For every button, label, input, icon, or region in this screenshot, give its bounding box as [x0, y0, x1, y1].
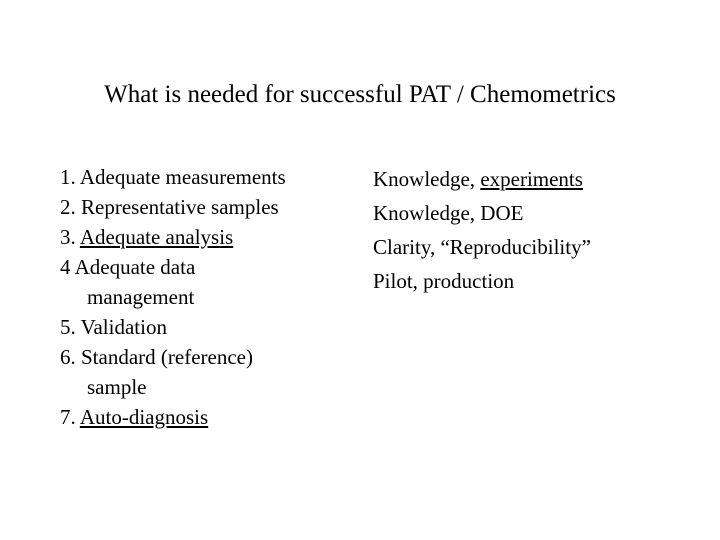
list-item: [60, 222, 360, 252]
enabler-underlined: experiments: [480, 167, 583, 191]
list-item-continuation: management: [87, 285, 195, 309]
item-text: Representative samples: [81, 195, 279, 219]
list-item: [373, 196, 713, 230]
item-text: Validation: [80, 315, 167, 339]
item-text: Standard (reference): [81, 345, 253, 369]
list-item: [373, 264, 713, 298]
slide-title: What is needed for successful PAT / Chemometrics: [104, 81, 616, 108]
enabler-text: Clarity, “Reproducibility”: [373, 235, 591, 259]
item-number: 7.: [60, 405, 76, 429]
list-item: [60, 162, 360, 192]
list-item: [373, 162, 713, 196]
item-number: 2.: [60, 195, 76, 219]
requirements-list: [60, 162, 360, 432]
list-item: [60, 342, 360, 372]
item-number: 5.: [60, 315, 76, 339]
item-number: 6.: [60, 345, 76, 369]
list-item: [373, 230, 713, 264]
item-number: 3.: [60, 225, 76, 249]
item-text: Adequate data: [74, 255, 196, 279]
item-text: Auto-diagnosis: [79, 405, 209, 429]
item-number: 4: [60, 255, 71, 279]
enabler-text: Pilot, production: [373, 269, 515, 293]
list-item: [60, 402, 360, 432]
list-item: [60, 192, 360, 222]
item-number: 1.: [60, 165, 76, 189]
enabler-text: Knowledge, DOE: [373, 201, 524, 225]
enablers-list: [373, 162, 713, 298]
item-text: Adequate measurements: [79, 165, 286, 189]
list-item: [60, 252, 360, 282]
item-text: Adequate analysis: [79, 225, 234, 249]
list-item-continuation: sample: [87, 375, 147, 399]
enabler-text: Knowledge,: [373, 167, 481, 191]
list-item: [60, 312, 360, 342]
